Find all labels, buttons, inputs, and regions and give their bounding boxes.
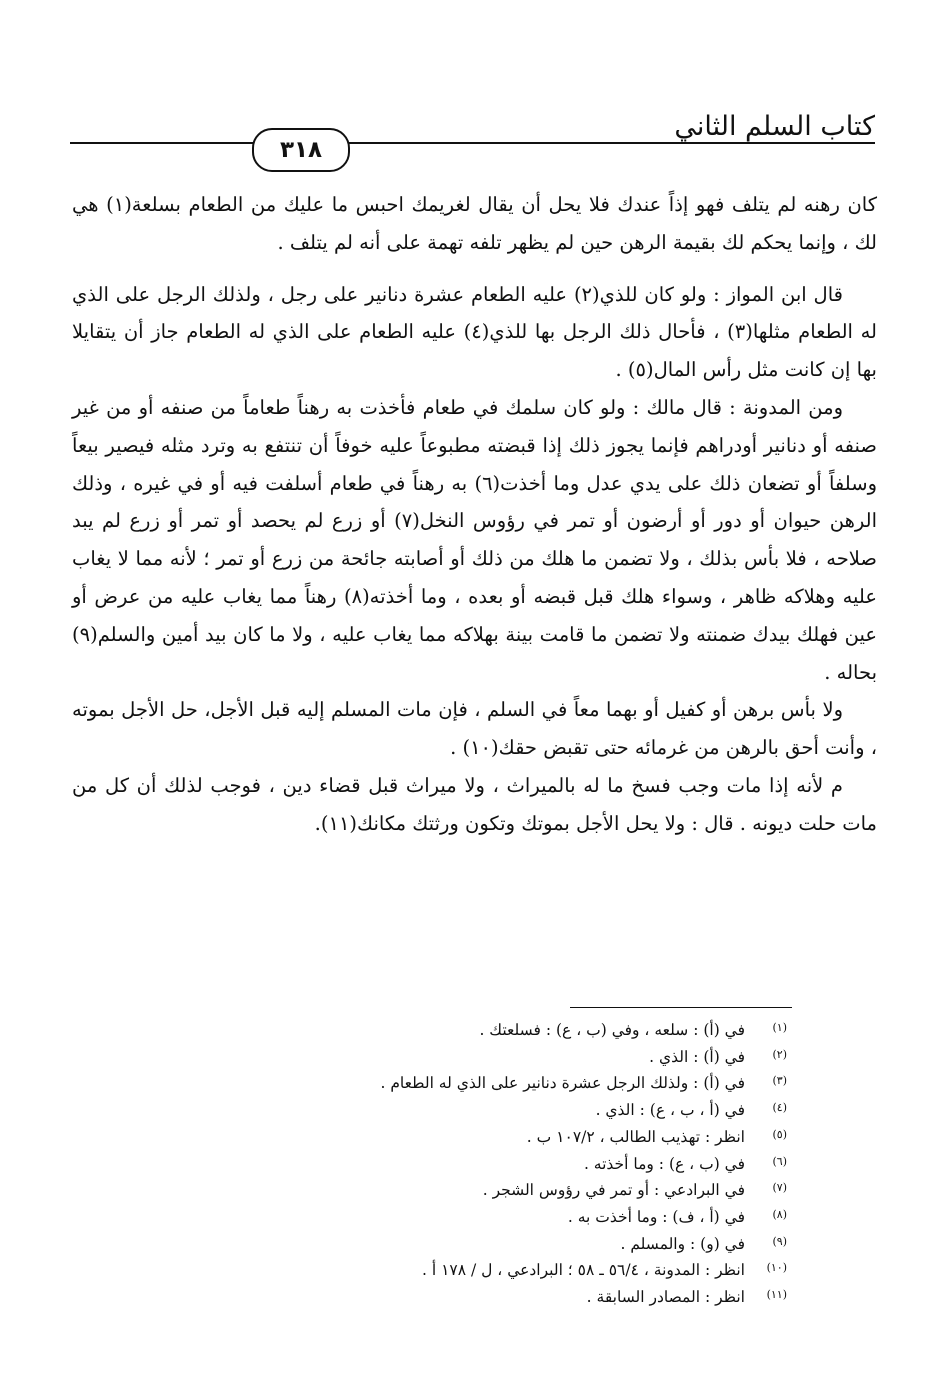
footnote-number: (٨): [772, 1207, 787, 1221]
footnote-text: في (أ) : سلعه ، وفي (ب ، ع) : فسلعتك .: [479, 1021, 745, 1039]
footnote-number: (٤): [772, 1101, 787, 1115]
footnote-text: في (و) : والمسلم .: [620, 1234, 745, 1253]
footnote-text: في (أ) : ولذلك الرجل عشرة دنانير على الذي له الطعام .: [380, 1074, 745, 1093]
page-number: ٣١٨: [252, 128, 350, 172]
footnote: [87, 1069, 787, 1096]
footnote: [87, 1203, 787, 1230]
footnote: [87, 1230, 787, 1257]
main-text: [72, 186, 877, 843]
footnote: [87, 1176, 787, 1203]
footnote-number: (٦): [772, 1154, 787, 1168]
paragraph: م لأنه إذا مات وجب فسخ ما له بالميراث ، ولا ميراث قبل قضاء دين ، فوجب لذلك أن كل من مات حلت ديونه . قال : ولا يحل الأجل بموتك وتكون ورثتك مكانك(١١).: [72, 773, 877, 835]
footnote-number: (٧): [772, 1181, 787, 1195]
footnote: [87, 1256, 787, 1283]
running-title: كتاب السلم الثاني: [674, 111, 875, 142]
footnote-text: في البرادعي : أو تمر في رؤوس الشجر .: [482, 1181, 745, 1200]
footnote-text: في (ب ، ع) : وما أخذته .: [583, 1154, 745, 1173]
footnote-separator: [570, 1007, 792, 1008]
footnote-number: (٢): [772, 1047, 787, 1061]
footnote-text: انظر : المدونة ، ٥٦/٤ ـ ٥٨ ؛ البرادعي ، ل / ١٧٨ أ .: [421, 1261, 745, 1280]
footnote-number: (١٠): [766, 1261, 787, 1275]
footnote: [87, 1043, 787, 1070]
footnote: [87, 1150, 787, 1177]
footnote-number: (٣): [772, 1074, 787, 1088]
footnote-number: (٩): [772, 1234, 787, 1248]
footnote-number: (١): [772, 1021, 787, 1034]
footnote-text: انظر : المصادر السابقة .: [586, 1288, 745, 1307]
paragraph: كان رهنه لم يتلف فهو إذاً عندك فلا يحل أن يقال لغريمك احبس ما عليك من الطعام بسلعة(١) هي لك ، وإنما يحكم لك بقيمة الرهن حين لم يظهر تلفه تهمة على أنه لم يتلف .: [72, 193, 877, 254]
footnote-text: في (أ ، ب ، ع) : الذي .: [595, 1101, 745, 1120]
paragraph: ولا بأس برهن أو كفيل أو بهما معاً في السلم ، فإن مات المسلم إليه قبل الأجل، حل الأجل بموته ، وأنت أحق بالرهن من غرمائه حتى تقبض حقك(١٠) .: [72, 698, 877, 760]
footnote-text: انظر : تهذيب الطالب ، ١٠٧/٢ ب .: [526, 1127, 745, 1146]
footnotes: [87, 1016, 787, 1310]
footnote-number: (١١): [766, 1288, 787, 1302]
footnote-text: في (أ) : الذي .: [649, 1047, 745, 1066]
page-header: [70, 112, 875, 172]
paragraph: قال ابن المواز : ولو كان للذي(٢) عليه الطعام عشرة دنانير على رجل ، ولذلك الرجل على الذي له الطعام مثلها(٣) ، فأحال ذلك الرجل بها للذي(٤) عليه الطعام على الذي له الطعام جاز أن يتقايلا بها إن كانت مثل رأس المال(٥) .: [72, 282, 877, 382]
footnote-number: (٥): [772, 1127, 787, 1141]
header-rule: [70, 142, 875, 144]
footnote: [87, 1016, 787, 1043]
footnote: [87, 1096, 787, 1123]
paragraph: ومن المدونة : قال مالك : ولو كان سلمك في طعام فأخذت به رهناً طعاماً من صنفه أو من غير صنفه أو دنانير أودراهم فإنما يجوز ذلك إذا قبضته مطبوعاً عليه خوفاً أن تنتفع به وترد مثله فيصير بيعاً وسلفاً أو تضعان ذلك على يدي عدل وما أخذت(٦) به رهناً في طعام أسلفت فيه أو في غيره ، وذلك الرهن حيوان أو دور أو أرضون أو تمر في رؤوس النخل(٧) أو زرع لم يحصد أو تمر أو زرع لم يبد صلاحه ، فلا بأس بذلك ، ولا تضمن ما هلك من ذلك أو أصابته جائحة من زرع أو تمر ؛ لأنه مما لا يغاب عليه وهلاكه ظاهر ، وسواء هلك قبل قبضه أو بعده ، وما أخذته(٨) رهناً مما يغاب عليه من عرض أو عين فهلك بيدك ضمنته ولا تضمن ما قامت بينة بهلاكه مما يغاب عليه ، ولا ما كان بيد أمين والسلم(٩) بحاله .: [72, 395, 878, 684]
footnote: [87, 1283, 787, 1310]
footnote: [87, 1123, 787, 1150]
footnote-text: في (أ ، ف) : وما أخذت به .: [567, 1207, 745, 1226]
